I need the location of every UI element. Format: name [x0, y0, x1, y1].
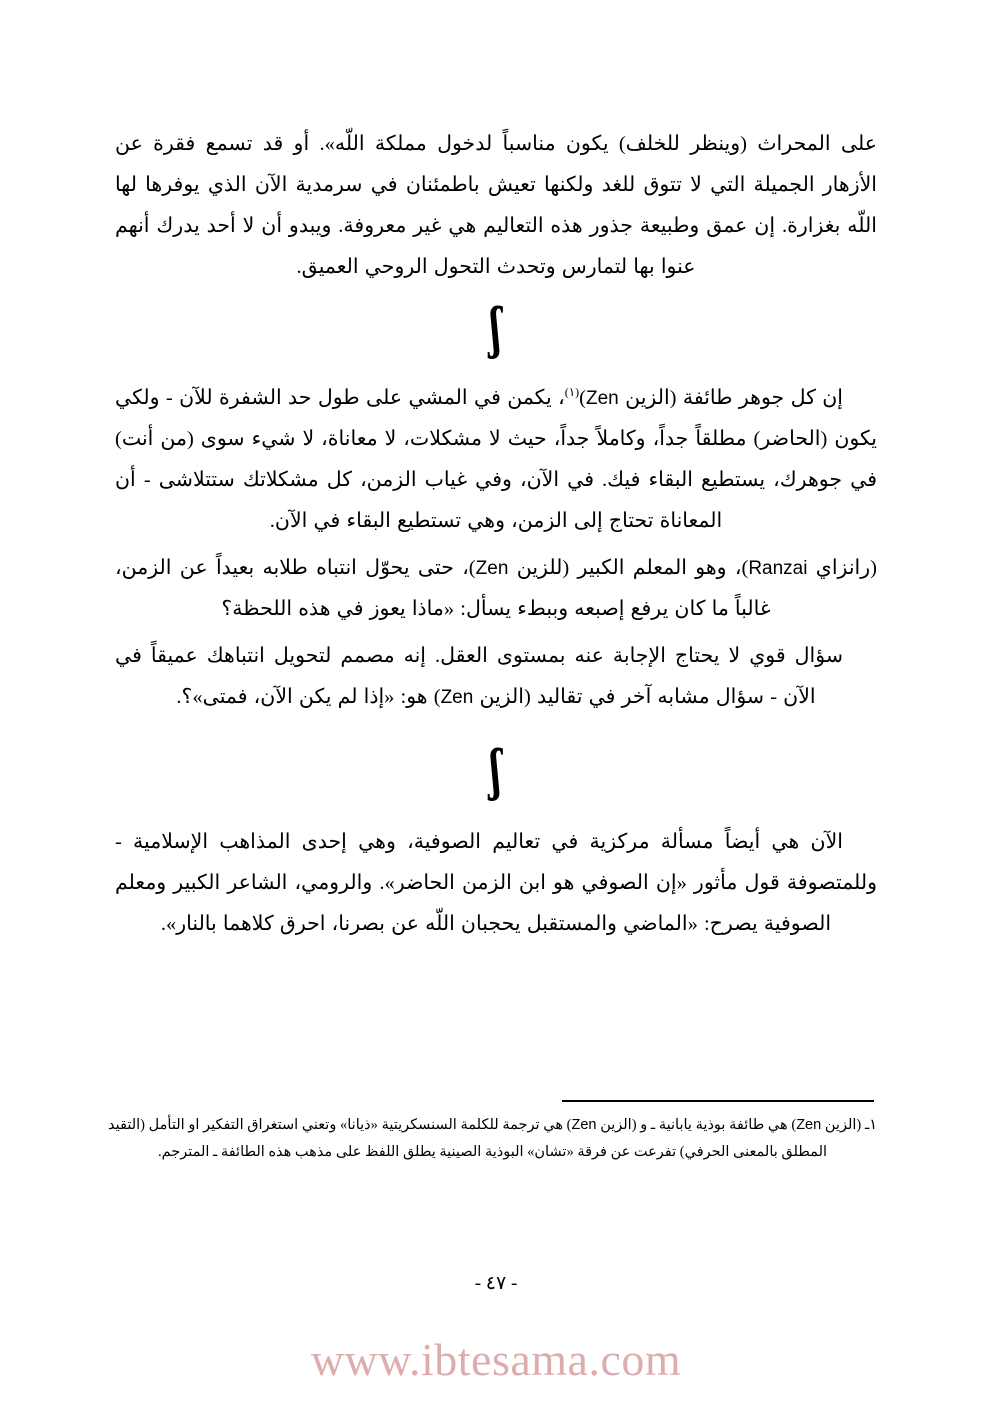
paragraph-3-lead: (رانزاي	[807, 556, 877, 579]
footnote-rest: ) هي ترجمة للكلمة السنسكريتية «ذيانا» وتعني استغراق التفكير او التأمل (التقيد المطلق بالمعنى الحرفي) تفرعت عن فرقة «تشان» البوذية الصينية يطلق اللفظ على مذهب هذه الطائفة ـ المترجم.	[108, 1117, 828, 1160]
footnote-text	[108, 1112, 877, 1166]
paragraph-2-close-paren: )	[579, 386, 586, 409]
ornament-separator-2	[115, 737, 877, 802]
paragraph-4-rest: ) هو: «إذا لم يكن الآن، فمتى»؟.	[176, 685, 441, 708]
paragraph-5: الآن هي أيضاً مسألة مركزية في تعاليم الصوفية، وهي إحدى المذاهب الإسلامية - وللمتصوفة قول مأثور «إن الصوفي هو ابن الزمن الحاضر». والرومي، الشاعر الكبير ومعلم الصوفية يصرح: «الماضي والمستقبل يحجبان اللّه عن بصرنا، احرق كلاهما بالنار».	[115, 830, 877, 935]
ornament-glyph-icon: ʃ	[490, 737, 502, 802]
watermark: www.ibtesama.com	[310, 1334, 682, 1385]
footnote-separator-rule	[562, 1100, 874, 1102]
paragraph-1: على المحراث (وينظر للخلف) يكون مناسباً لدخول مملكة اللّه». أو قد تسمع فقرة عن الأزهار الجميلة التي لا تتوق للغد ولكنها تعيش باطمئنان في سرمدية الآن الذي يوفرها لها اللّه بغزارة. إن عمق وطبيعة جذور هذه التعاليم هي غير معروفة. ويبدو أن لا أحد يدرك أنهم عنوا بها لتمارس وتحدث التحول الروحي العميق.	[115, 133, 877, 278]
footnote-marker-1[interactable]: (١)	[564, 385, 580, 399]
latin-term-zen-3: Zen	[440, 686, 474, 708]
latin-term-zen-footnote-1: Zen	[796, 1117, 822, 1133]
ornament-glyph-icon: ʃ	[490, 296, 502, 360]
ornament-separator-1	[115, 296, 877, 360]
paragraph-4-lead: سؤال قوي لا يحتاج الإجابة عنه بمستوى العقل. إنه مصمم لتحويل انتباهك عميقاً في الآن - سؤال مشابه آخر في تقاليد (الزين	[115, 644, 843, 708]
latin-term-ranzai: Ranzai	[748, 557, 808, 579]
latin-term-zen: Zen	[585, 387, 619, 409]
latin-term-zen-footnote-2: Zen	[571, 1117, 597, 1133]
paragraph-2-rest: ، يكمن في المشي على طول حد الشفرة للآن - ولكي يكون (الحاضر) مطلقاً جداً، وكاملاً جداً، حيث لا مشكلات، لا معاناة، لا شيء سوى (من أنت) في جوهرك، يستطيع البقاء فيك. في الآن، وفي غياب الزمن، كل مشكلاتك ستتلاشى - أن المعاناة تحتاج إلى الزمن، وهي تستطيع البقاء في الآن.	[115, 386, 877, 532]
footnote-number: ١ـ	[864, 1117, 877, 1133]
paragraph-2-lead: إن كل جوهر طائفة (الزين	[618, 386, 843, 409]
footnote-lead: (الزين	[821, 1117, 865, 1133]
page-body	[115, 124, 877, 945]
paragraph-2	[115, 372, 877, 542]
paragraph-4	[115, 636, 877, 718]
footnote-mid: ) هي طائفة بوذية يابانية ـ و (الزين	[596, 1117, 797, 1133]
footnote-block	[108, 1100, 877, 1166]
page-number: - ٤٧ -	[474, 1273, 518, 1294]
latin-term-zen-2: Zen	[475, 557, 509, 579]
paragraph-3	[115, 548, 877, 630]
paragraph-3-mid: )، وهو المعلم الكبير (للزين	[508, 556, 749, 579]
paragraph-3-rest: )، حتى يحوّل انتباه طلابه بعيداً عن الزمن، غالباً ما كان يرفع إصبعه وببطء يسأل: «ماذا يعوز في هذه اللحظة؟	[115, 556, 771, 620]
